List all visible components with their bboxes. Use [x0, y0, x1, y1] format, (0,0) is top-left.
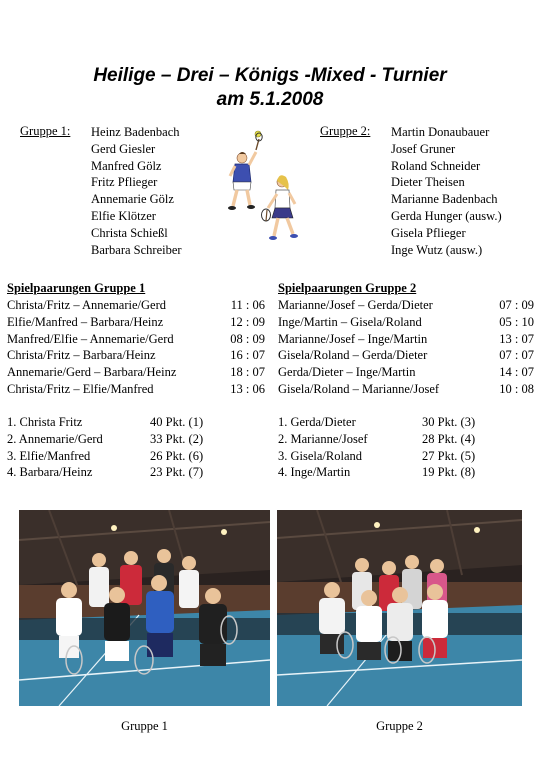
- match-score: 11 : 06: [230, 298, 265, 312]
- member-name: Fritz Pflieger: [91, 175, 158, 190]
- group-1-members: [91, 124, 182, 258]
- match-row: [278, 297, 534, 314]
- match-row: [278, 314, 534, 331]
- ranking-points: 30 Pkt. (3): [422, 415, 476, 429]
- member-name: Martin Donaubauer: [391, 125, 490, 139]
- page-subtitle-date: am 5.1.2008: [216, 89, 324, 110]
- tennis-players-clipart-icon: [222, 130, 312, 248]
- match-row: [278, 331, 534, 348]
- match-teams: Christa/Fritz – Barbara/Heinz: [7, 348, 156, 363]
- page-title: Heilige – Drei – Königs -Mixed - Turnier: [93, 65, 447, 86]
- match-teams: Annemarie/Gerd – Barbara/Heinz: [7, 365, 177, 380]
- group-1-photo-caption: Gruppe 1: [121, 719, 168, 733]
- member-name: Heinz Badenbach: [91, 125, 180, 139]
- ranking-group-1: [7, 414, 217, 481]
- match-row: [7, 347, 265, 364]
- group-1-photo: [19, 510, 270, 706]
- member-name: Christa Schießl: [91, 225, 168, 240]
- match-score: 10 : 08: [499, 381, 534, 396]
- match-teams: Gisela/Roland – Marianne/Josef: [278, 381, 440, 396]
- ranking-points: 40 Pkt. (1): [150, 415, 204, 429]
- match-score: 07 : 09: [499, 298, 534, 312]
- match-score: 05 : 10: [499, 314, 534, 329]
- match-teams: Marianne/Josef – Inge/Martin: [278, 331, 428, 346]
- group-2-label: Gruppe 2:: [320, 124, 371, 138]
- match-teams: Christa/Fritz – Elfie/Manfred: [7, 381, 154, 396]
- ranking-team: 1. Gerda/Dieter: [278, 415, 356, 429]
- ranking-team: 1. Christa Fritz: [7, 415, 83, 429]
- match-teams: Marianne/Josef – Gerda/Dieter: [278, 298, 433, 312]
- match-score: 08 : 09: [230, 331, 265, 346]
- member-name: Dieter Theisen: [391, 175, 465, 190]
- ranking-points: 23 Pkt. (7): [150, 465, 204, 480]
- group-2-photo: [277, 510, 522, 706]
- member-name: Elfie Klötzer: [91, 208, 156, 223]
- match-row: [7, 297, 265, 314]
- ranking-points: 27 Pkt. (5): [422, 448, 476, 463]
- member-name: Marianne Badenbach: [391, 192, 498, 207]
- match-teams: Manfred/Elfie – Annemarie/Gerd: [7, 331, 174, 346]
- match-row: [278, 364, 534, 381]
- member-name: Gerd Giesler: [91, 141, 156, 156]
- member-name: Roland Schneider: [391, 158, 481, 173]
- match-row: [7, 331, 265, 348]
- ranking-points: 19 Pkt. (8): [422, 465, 476, 480]
- ranking-team: 4. Inge/Martin: [278, 465, 351, 480]
- member-name: Annemarie Gölz: [91, 192, 174, 207]
- match-teams: Christa/Fritz – Annemarie/Gerd: [7, 298, 166, 312]
- ranking-points: 28 Pkt. (4): [422, 431, 476, 446]
- match-score: 13 : 06: [230, 381, 265, 396]
- ranking-row: [7, 448, 217, 465]
- match-teams: Gerda/Dieter – Inge/Martin: [278, 365, 416, 380]
- ranking-points: 33 Pkt. (2): [150, 431, 204, 446]
- ranking-group-2: [278, 414, 488, 481]
- match-row: [278, 347, 534, 364]
- ranking-team: 2. Annemarie/Gerd: [7, 431, 103, 446]
- pairings-group-1-list: [7, 297, 265, 398]
- match-row: [7, 314, 265, 331]
- group-2-members: [391, 124, 502, 258]
- ranking-row: [278, 448, 488, 465]
- pairings-group-1-title: Spielpaarungen Gruppe 1: [7, 281, 146, 295]
- ranking-points: 26 Pkt. (6): [150, 448, 204, 463]
- ranking-row: [7, 431, 217, 448]
- member-name: Josef Gruner: [391, 141, 456, 156]
- match-teams: Gisela/Roland – Gerda/Dieter: [278, 348, 428, 363]
- member-name: Inge Wutz (ausw.): [391, 242, 483, 257]
- group-1-label: Gruppe 1:: [20, 124, 71, 138]
- ranking-team: 3. Elfie/Manfred: [7, 448, 91, 463]
- match-score: 12 : 09: [230, 314, 265, 329]
- match-row: [7, 364, 265, 381]
- ranking-team: 2. Marianne/Josef: [278, 431, 368, 446]
- match-row: [278, 381, 534, 398]
- group-2-photo-caption: Gruppe 2: [376, 719, 423, 733]
- pairings-group-2-list: [278, 297, 534, 398]
- match-score: 07 : 07: [499, 348, 534, 363]
- match-teams: Elfie/Manfred – Barbara/Heinz: [7, 314, 164, 329]
- ranking-row: [278, 414, 488, 431]
- ranking-row: [7, 414, 217, 431]
- member-name: Gerda Hunger (ausw.): [391, 208, 502, 223]
- ranking-team: 3. Gisela/Roland: [278, 448, 363, 463]
- ranking-team: 4. Barbara/Heinz: [7, 465, 93, 480]
- ranking-row: [278, 431, 488, 448]
- ranking-row: [7, 464, 217, 481]
- match-row: [7, 381, 265, 398]
- match-score: 16 : 07: [230, 348, 265, 363]
- match-teams: Inge/Martin – Gisela/Roland: [278, 314, 422, 329]
- pairings-group-2-title: Spielpaarungen Gruppe 2: [278, 281, 417, 295]
- member-name: Gisela Pflieger: [391, 225, 466, 240]
- match-score: 18 : 07: [230, 365, 265, 380]
- member-name: Barbara Schreiber: [91, 242, 182, 257]
- match-score: 13 : 07: [499, 331, 534, 346]
- match-score: 14 : 07: [499, 365, 534, 380]
- ranking-row: [278, 464, 488, 481]
- member-name: Manfred Gölz: [91, 158, 162, 173]
